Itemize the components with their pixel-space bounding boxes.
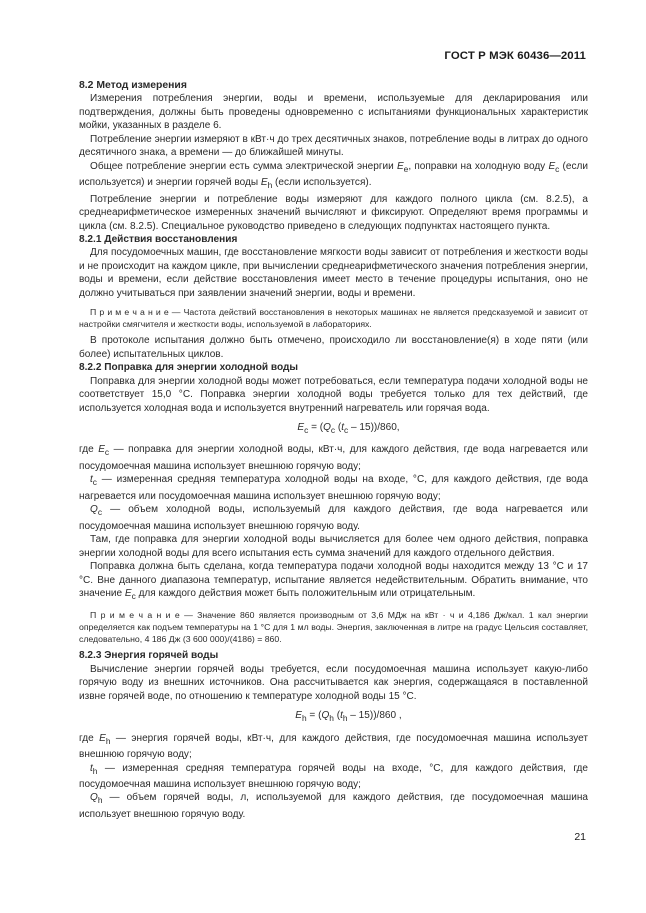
- note: П р и м е ч а н и е — Частота действий восстановления в некоторых машинах не является предсказуемой и зависит от настройки смягчителя и жесткости воды, используемой в лабораториях.: [79, 307, 588, 330]
- paragraph: Для посудомоечных машин, где восстановление мягкости воды зависит от потребления и жесткости воды и не происходит на каждом цикле, при вычислении среднеарифметического значения потребления энергии, воды и времени, если действие восстановления имеет место в течение процедуры испытания, оно не должно учитываться при заявлении значений энергии, воды и времени.: [79, 247, 588, 299]
- paragraph: Поправка для энергии холодной воды может потребоваться, если температура подачи холодной воды не соответствует 15,0 °С. Поправка энергии холодной воды требуется только для тех действий, где используется холодная вода и используется внутренний нагреватель или горячая вода.: [79, 375, 588, 414]
- paragraph: Потребление энергии измеряют в кВт·ч до трех десятичных знаков, потребление воды в литрах до одного десятичного знака, а времени — до ближайшей минуты.: [79, 133, 588, 159]
- section-heading-8-2-1: 8.2.1 Действия восстановления: [79, 233, 238, 245]
- paragraph: Потребление энергии и потребление воды измеряют для каждого полного цикла (см. 8.2.5), а среднеарифметическое измеренных значений вычисляют и фиксируют. Определяют время программы и цикла (см. 8.2.5). Специальное руководство приведено в следующих подпунктах настоящего пункта.: [79, 193, 588, 232]
- formula-where: $t_h$ — измеренная средняя температура горячей воды на входе, °С, для каждого действия, где посудомоечная машина использует внешнюю горячую воду;: [79, 762, 588, 791]
- paragraph: Общее потребление энергии есть сумма электрической энергии $E_e$, поправки на холодную воду $E_c$ (если используется) и энергии горячей воды $E_h$ (если используется).: [79, 160, 588, 191]
- formula-cold-water: $E_c = (Q_c$ $(t_c - 15))/860$,: [297, 421, 400, 435]
- formula-where: $Q_c$ — объем холодной воды, используемый для каждого действия, где вода нагревается или посудомоечная машина использует внешнюю горячую воду.: [79, 504, 588, 532]
- formula-where: где $E_c$ — поправка для энергии холодной воды, кВт·ч, для каждого действия, где вода нагревается или посудомоечная машина использует внешнюю горячую воду;: [79, 444, 588, 472]
- note: П р и м е ч а н и е — Значение 860 является производным от 3,6 МДж на кВт · ч и 4,186 Дж/кал. 1 кал энергии определяется как подъем температуры на 1 °С для 1 мл воды. Энергия, заключенная в литре на градус Цельсия составляет, следовательно, 4 186 Дж (3 600 000)/(4186) = 860.: [79, 610, 588, 645]
- section-heading-8-2-2: 8.2.2 Поправка для энергии холодной воды: [79, 362, 299, 374]
- document-header: ГОСТ Р МЭК 60436—2011: [444, 50, 586, 62]
- paragraph: Поправка должна быть сделана, когда температура подачи холодной воды находится между 13 °С и 17 °С. Вне данного диапазона температур, испытание является недействительным. Обратить внимание, что значение $E_c$ для каждого действия может быть положительным или отрицательным.: [79, 561, 588, 601]
- paragraph: Там, где поправка для энергии холодной воды вычисляется для более чем одного действия, поправка энергии холодной воды для всего испытания есть сумма значений для каждого отдельного действия.: [79, 534, 588, 559]
- formula-where: где $E_h$ — энергия горячей воды, кВт·ч, для каждого действия, где посудомоечная машина использует внешнюю горячую воду;: [79, 732, 588, 761]
- formula-where: $t_c$ — измеренная средняя температура холодной воды на входе, °С, для каждого действия, где вода нагревается или посудомоечная машина использует внешнюю горячую воду;: [79, 474, 588, 502]
- paragraph: Вычисление энергии горячей воды требуется, если посудомоечная машина использует какую-либо горячую воду из внешних источников. Она рассчитывается как энергия, содержащаяся в поставленной извне горячей воде, по отношению к температуре холодной воды 15 °С.: [79, 663, 588, 702]
- page-content: [79, 79, 588, 821]
- section-heading-8-2: 8.2 Метод измерения: [79, 80, 187, 91]
- formula-where: $Q_h$ — объем горячей воды, л, используемой для каждого действия, где посудомоечная машина использует внешнюю горячую воду.: [79, 792, 588, 820]
- section-heading-8-2-3: 8.2.3 Энергия горячей воды: [79, 650, 219, 662]
- page-number: 21: [574, 831, 586, 843]
- paragraph: В протоколе испытания должно быть отмечено, происходило ли восстановление(я) в ходе пяти (или более) испытательных циклов.: [79, 335, 588, 360]
- paragraph: Измерения потребления энергии, воды и времени, используемые для декларирования или подтверждения, должны быть проведены одновременно с испытаниями функциональных характеристик мойки, указанных в разделе 6.: [79, 93, 588, 132]
- formula-hot-water: $E_h = (Q_h$ $(t_h - 15))/860$ ,: [295, 710, 402, 724]
